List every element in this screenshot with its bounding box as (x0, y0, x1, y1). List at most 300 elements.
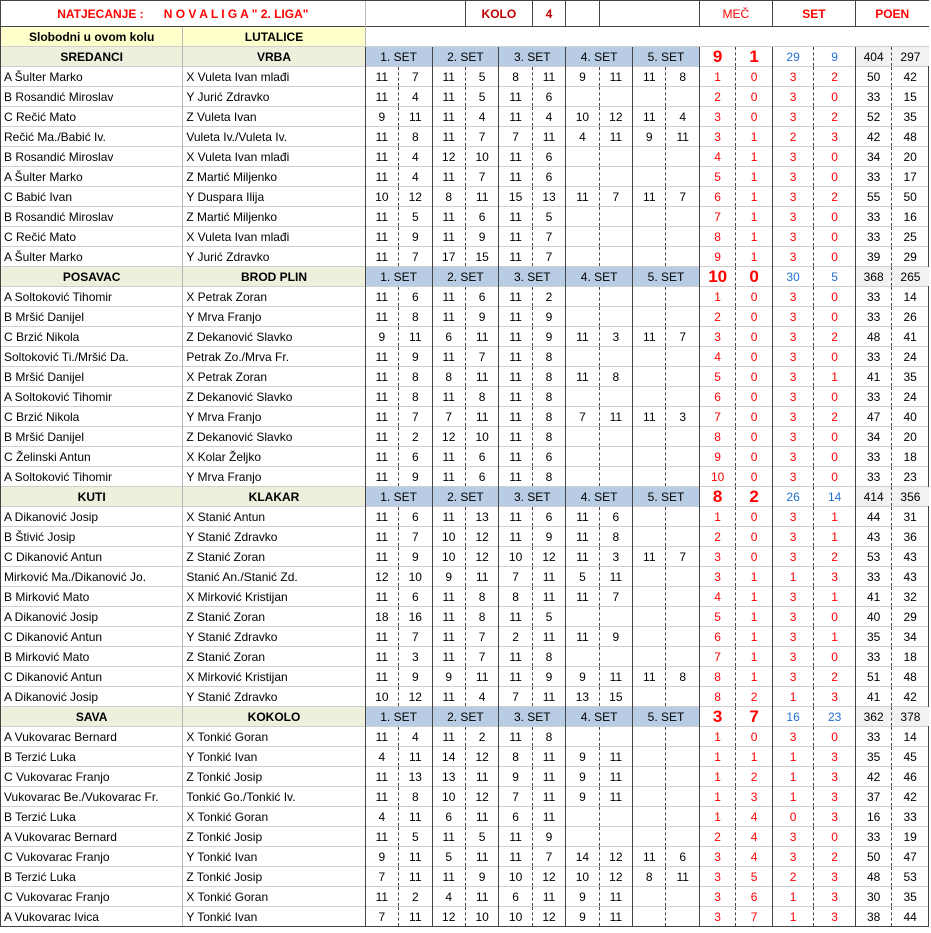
points-away: 24 (892, 347, 929, 367)
set-score-away: 2 (399, 427, 432, 447)
set-score-away: 8 (399, 367, 432, 387)
sets-won-away: 3 (814, 807, 856, 827)
set-score-home (633, 907, 666, 927)
set-score-home: 11 (365, 367, 398, 387)
set-score-home: 11 (365, 387, 398, 407)
set-score-away: 16 (399, 607, 432, 627)
set-score-away: 9 (465, 227, 498, 247)
running-result-home: 1 (699, 767, 735, 787)
set-score-home: 9 (566, 67, 599, 87)
set-header-1: 1. SET (365, 707, 432, 727)
running-result-away: 7 (736, 907, 772, 927)
set-header-1: 1. SET (365, 47, 432, 67)
sets-won-home: 1 (772, 787, 814, 807)
points-home: 44 (855, 507, 891, 527)
set-score-home: 11 (633, 327, 666, 347)
set-score-away: 7 (465, 347, 498, 367)
set-score-away: 11 (465, 407, 498, 427)
points-away: 14 (892, 287, 929, 307)
set-score-home: 11 (365, 827, 398, 847)
set-score-home: 11 (365, 147, 398, 167)
set-score-away: 8 (532, 727, 565, 747)
set-score-home: 9 (499, 767, 532, 787)
set-score-home: 11 (365, 767, 398, 787)
set-score-home: 14 (432, 747, 465, 767)
set-score-home: 11 (432, 867, 465, 887)
set-score-away: 7 (666, 547, 699, 567)
points-away: 31 (892, 507, 929, 527)
set-score-away: 12 (399, 187, 432, 207)
sets-won-home: 3 (772, 107, 814, 127)
points-home: 48 (855, 867, 891, 887)
sets-won-home: 1 (772, 907, 814, 927)
running-result-home: 3 (699, 327, 735, 347)
set-score-home: 8 (432, 187, 465, 207)
sets-won-home: 3 (772, 187, 814, 207)
running-result-home: 1 (699, 787, 735, 807)
set-score-away (599, 167, 632, 187)
sets-won-away: 0 (814, 167, 856, 187)
running-result-away: 1 (736, 587, 772, 607)
game-row (1, 627, 929, 647)
set-score-away: 11 (599, 747, 632, 767)
game-row (1, 147, 929, 167)
points-total-away: 378 (892, 707, 929, 727)
set-score-away: 8 (399, 387, 432, 407)
sets-won-away: 0 (814, 647, 856, 667)
set-score-away: 13 (399, 767, 432, 787)
home-player: B Štivić Josip (1, 527, 183, 547)
points-home: 51 (855, 667, 891, 687)
set-score-away: 8 (599, 367, 632, 387)
running-result-home: 3 (699, 547, 735, 567)
home-player: A Šulter Marko (1, 247, 183, 267)
points-away: 48 (892, 127, 929, 147)
running-result-away: 4 (736, 827, 772, 847)
points-home: 33 (855, 287, 891, 307)
away-player: X Stanić Antun (183, 507, 365, 527)
home-team-name: SAVA (1, 707, 183, 727)
set-score-home: 11 (365, 227, 398, 247)
set-score-home: 7 (499, 687, 532, 707)
set-score-away: 6 (532, 167, 565, 187)
points-home: 33 (855, 87, 891, 107)
points-home: 42 (855, 767, 891, 787)
points-away: 42 (892, 787, 929, 807)
points-away: 41 (892, 327, 929, 347)
set-score-away: 3 (399, 647, 432, 667)
set-score-away: 8 (599, 527, 632, 547)
set-score-home: 11 (499, 147, 532, 167)
set-score-away (599, 447, 632, 467)
set-score-home: 8 (633, 867, 666, 887)
set-score-away: 9 (532, 827, 565, 847)
set-score-away: 11 (599, 887, 632, 907)
sets-won-away: 1 (814, 587, 856, 607)
sets-won-away: 3 (814, 747, 856, 767)
set-score-home: 4 (365, 807, 398, 827)
set-score-home (566, 387, 599, 407)
set-score-away (599, 227, 632, 247)
sets-won-away: 0 (814, 727, 856, 747)
set-score-away (666, 527, 699, 547)
away-player: Z Dekanović Slavko (183, 327, 365, 347)
points-home: 33 (855, 167, 891, 187)
match-total-away: 7 (736, 707, 772, 727)
away-player: X Mirković Kristijan (183, 667, 365, 687)
home-team-name: POSAVAC (1, 267, 183, 287)
set-score-home: 10 (566, 107, 599, 127)
points-away: 53 (892, 867, 929, 887)
points-home: 33 (855, 307, 891, 327)
mec-header: MEČ (699, 1, 772, 27)
set-score-home: 10 (499, 907, 532, 927)
set-score-home (566, 247, 599, 267)
sets-won-away: 0 (814, 387, 856, 407)
sets-won-away: 0 (814, 827, 856, 847)
set-score-away (599, 467, 632, 487)
set-score-away: 5 (465, 87, 498, 107)
set-score-away (599, 347, 632, 367)
set-score-home: 17 (432, 247, 465, 267)
set-score-home: 11 (365, 627, 398, 647)
game-row (1, 887, 929, 907)
set-score-home: 18 (365, 607, 398, 627)
set-score-home: 11 (432, 347, 465, 367)
points-home: 33 (855, 467, 891, 487)
running-result-home: 8 (699, 427, 735, 447)
points-away: 32 (892, 587, 929, 607)
set-score-home: 11 (365, 307, 398, 327)
set-score-home: 11 (499, 427, 532, 447)
set-score-home (566, 447, 599, 467)
competition-title (1, 1, 366, 27)
set-score-away: 7 (399, 407, 432, 427)
points-away: 35 (892, 367, 929, 387)
set-score-home: 4 (566, 127, 599, 147)
set-score-home (566, 347, 599, 367)
set-score-home (633, 147, 666, 167)
running-result-away: 2 (736, 767, 772, 787)
set-score-away (666, 807, 699, 827)
set-score-away: 6 (399, 507, 432, 527)
points-away: 43 (892, 547, 929, 567)
set-score-away: 11 (599, 127, 632, 147)
points-away: 47 (892, 847, 929, 867)
game-row (1, 287, 929, 307)
running-result-home: 9 (699, 447, 735, 467)
home-player: C Dikanović Antun (1, 667, 183, 687)
set-score-home: 11 (365, 527, 398, 547)
set-score-away: 7 (666, 187, 699, 207)
running-result-away: 4 (736, 807, 772, 827)
set-score-away: 11 (532, 887, 565, 907)
running-result-away: 0 (736, 107, 772, 127)
set-score-home: 9 (432, 567, 465, 587)
set-score-away (666, 787, 699, 807)
set-score-away (666, 207, 699, 227)
game-row (1, 247, 929, 267)
set-score-home (566, 727, 599, 747)
game-row (1, 527, 929, 547)
set-score-away: 11 (399, 107, 432, 127)
set-score-home: 11 (566, 527, 599, 547)
set-score-home: 11 (365, 87, 398, 107)
kolo-label: KOLO (465, 1, 532, 27)
points-away: 29 (892, 247, 929, 267)
set-score-away: 10 (465, 907, 498, 927)
set-score-home: 12 (432, 907, 465, 927)
game-row (1, 87, 929, 107)
set-score-home (633, 527, 666, 547)
points-away: 46 (892, 767, 929, 787)
set-score-home (633, 467, 666, 487)
set-score-home: 7 (432, 407, 465, 427)
set-score-away: 11 (399, 327, 432, 347)
away-player: X Tonkić Goran (183, 727, 365, 747)
set-score-home (566, 167, 599, 187)
set-score-away: 11 (465, 187, 498, 207)
set-score-home: 9 (365, 107, 398, 127)
match-total-away: 1 (736, 47, 772, 67)
set-score-away: 11 (465, 887, 498, 907)
set-score-home: 11 (432, 387, 465, 407)
set-score-away: 7 (532, 227, 565, 247)
set-score-home (633, 687, 666, 707)
game-row (1, 787, 929, 807)
sets-total-away: 14 (814, 487, 856, 507)
set-score-away: 9 (465, 867, 498, 887)
set-score-away (666, 827, 699, 847)
running-result-away: 3 (736, 787, 772, 807)
set-score-away: 9 (399, 467, 432, 487)
set-score-home: 11 (432, 647, 465, 667)
sets-won-home: 3 (772, 287, 814, 307)
set-score-away: 4 (399, 167, 432, 187)
set-score-home: 12 (365, 567, 398, 587)
set-score-home: 11 (499, 727, 532, 747)
home-player: A Dikanović Josip (1, 507, 183, 527)
set-score-home (633, 227, 666, 247)
set-score-home: 11 (432, 607, 465, 627)
set-score-away: 3 (599, 547, 632, 567)
set-score-home (566, 287, 599, 307)
set-score-away: 4 (399, 87, 432, 107)
running-result-home: 4 (699, 587, 735, 607)
set-header: SET (772, 1, 855, 27)
points-home: 41 (855, 687, 891, 707)
set-score-home: 8 (499, 67, 532, 87)
points-home: 30 (855, 887, 891, 907)
set-score-away: 8 (532, 467, 565, 487)
natjecanje-label: NATJECANJE : (57, 6, 144, 21)
sets-won-home: 3 (772, 327, 814, 347)
set-score-away: 9 (532, 307, 565, 327)
set-score-away: 2 (465, 727, 498, 747)
set-score-home: 10 (432, 787, 465, 807)
set-score-away (599, 147, 632, 167)
set-header-1: 1. SET (365, 267, 432, 287)
game-row (1, 367, 929, 387)
set-score-away: 6 (532, 147, 565, 167)
away-player: Y Mrva Franjo (183, 407, 365, 427)
set-score-home: 10 (365, 687, 398, 707)
home-player: B Mršić Danijel (1, 307, 183, 327)
running-result-away: 1 (736, 247, 772, 267)
home-player: B Terzić Luka (1, 867, 183, 887)
set-score-home: 11 (633, 67, 666, 87)
sets-total-away: 5 (814, 267, 856, 287)
set-score-away: 8 (532, 407, 565, 427)
set-score-away: 11 (532, 687, 565, 707)
game-row (1, 447, 929, 467)
set-score-home: 11 (365, 727, 398, 747)
sets-won-away: 2 (814, 187, 856, 207)
home-player: B Mirković Mato (1, 587, 183, 607)
game-row (1, 907, 929, 927)
set-score-home: 9 (633, 127, 666, 147)
points-home: 34 (855, 147, 891, 167)
set-score-away (666, 747, 699, 767)
running-result-away: 1 (736, 607, 772, 627)
sets-total-home: 29 (772, 47, 814, 67)
game-row (1, 167, 929, 187)
set-score-home (633, 307, 666, 327)
points-total-away: 297 (892, 47, 929, 67)
sets-won-home: 3 (772, 207, 814, 227)
set-score-home (633, 807, 666, 827)
set-header-4: 4. SET (566, 487, 633, 507)
away-player: Y Mrva Franjo (183, 307, 365, 327)
running-result-away: 0 (736, 467, 772, 487)
home-player: B Rosandić Miroslav (1, 87, 183, 107)
set-score-away: 6 (666, 847, 699, 867)
set-score-home: 11 (499, 87, 532, 107)
set-score-away: 11 (532, 767, 565, 787)
away-player: Y Jurić Zdravko (183, 247, 365, 267)
set-score-home: 11 (365, 167, 398, 187)
running-result-home: 3 (699, 907, 735, 927)
set-score-away (666, 567, 699, 587)
set-header-2: 2. SET (432, 487, 499, 507)
game-row (1, 467, 929, 487)
running-result-home: 1 (699, 807, 735, 827)
game-row (1, 607, 929, 627)
set-score-away: 8 (465, 607, 498, 627)
set-score-home: 11 (499, 287, 532, 307)
set-score-away: 7 (399, 527, 432, 547)
set-score-home (633, 507, 666, 527)
sets-total-home: 26 (772, 487, 814, 507)
free-row (1, 27, 929, 47)
sets-won-away: 3 (814, 687, 856, 707)
sets-won-home: 3 (772, 547, 814, 567)
set-score-away: 6 (465, 287, 498, 307)
away-player: Y Stanić Zdravko (183, 527, 365, 547)
home-player: A Vukovarac Bernard (1, 827, 183, 847)
set-score-away (666, 507, 699, 527)
set-score-home (633, 627, 666, 647)
set-score-away: 11 (465, 767, 498, 787)
running-result-home: 6 (699, 387, 735, 407)
sets-won-home: 3 (772, 247, 814, 267)
set-score-home: 11 (432, 167, 465, 187)
running-result-away: 2 (736, 687, 772, 707)
match-total-away: 0 (736, 267, 772, 287)
set-score-home (566, 647, 599, 667)
set-score-home: 9 (566, 907, 599, 927)
set-score-away (666, 887, 699, 907)
set-score-away: 9 (532, 327, 565, 347)
points-away: 36 (892, 527, 929, 547)
set-score-home: 11 (499, 247, 532, 267)
away-team-name: VRBA (183, 47, 365, 67)
kolo-number: 4 (532, 1, 565, 27)
set-score-away: 13 (465, 507, 498, 527)
away-player: X Mirković Kristijan (183, 587, 365, 607)
running-result-home: 5 (699, 167, 735, 187)
set-score-home (566, 827, 599, 847)
set-score-away: 4 (532, 107, 565, 127)
set-score-home (633, 247, 666, 267)
running-result-away: 0 (736, 387, 772, 407)
set-score-away: 5 (465, 67, 498, 87)
sets-won-away: 0 (814, 467, 856, 487)
set-score-away: 5 (532, 607, 565, 627)
set-score-home: 11 (432, 107, 465, 127)
game-row (1, 667, 929, 687)
points-home: 33 (855, 727, 891, 747)
game-row (1, 427, 929, 447)
set-header-3: 3. SET (499, 267, 566, 287)
set-score-home: 11 (633, 667, 666, 687)
set-score-home: 11 (499, 327, 532, 347)
running-result-home: 6 (699, 187, 735, 207)
set-score-home: 2 (499, 627, 532, 647)
away-player: Z Dekanović Slavko (183, 387, 365, 407)
set-score-home: 13 (566, 687, 599, 707)
set-score-home (633, 87, 666, 107)
set-score-away: 7 (599, 587, 632, 607)
set-score-away: 11 (599, 787, 632, 807)
set-score-home: 11 (432, 827, 465, 847)
set-score-home: 11 (432, 627, 465, 647)
home-player: C Vukovarac Franjo (1, 847, 183, 867)
running-result-away: 0 (736, 287, 772, 307)
away-player: Stanić An./Stanić Zd. (183, 567, 365, 587)
running-result-home: 8 (699, 687, 735, 707)
points-away: 23 (892, 467, 929, 487)
sets-won-home: 3 (772, 387, 814, 407)
points-home: 33 (855, 647, 891, 667)
set-score-away: 11 (599, 567, 632, 587)
away-player: Z Tonkić Josip (183, 867, 365, 887)
set-score-home: 9 (566, 887, 599, 907)
running-result-away: 0 (736, 327, 772, 347)
set-score-away: 4 (666, 107, 699, 127)
running-result-home: 7 (699, 407, 735, 427)
set-score-away: 8 (532, 367, 565, 387)
running-result-home: 2 (699, 307, 735, 327)
set-header-5: 5. SET (633, 707, 700, 727)
away-player: X Kolar Željko (183, 447, 365, 467)
running-result-away: 0 (736, 507, 772, 527)
set-score-away (666, 167, 699, 187)
set-score-away: 7 (465, 127, 498, 147)
away-player: Z Stanić Zoran (183, 647, 365, 667)
sets-won-home: 3 (772, 227, 814, 247)
points-away: 33 (892, 807, 929, 827)
